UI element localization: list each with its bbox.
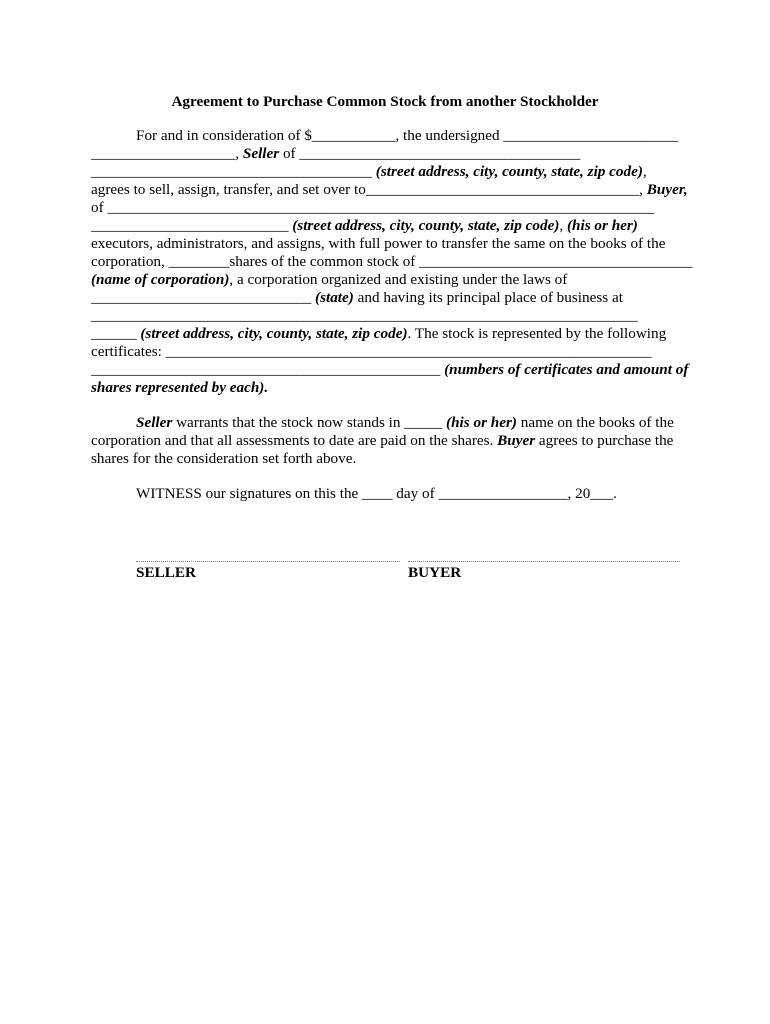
paragraph-line-5: of ________________________________________________________________________ <box>91 199 655 216</box>
witness-line: WITNESS our signatures on this the ____ day of _________________, 20___. <box>136 485 617 502</box>
paragraph-line-6: __________________________ (street address, city, county, state, zip code), (his or her) <box>91 217 638 234</box>
document-title: Agreement to Purchase Common Stock from another Stockholder <box>171 93 599 110</box>
paragraph-line-2: ___________________, Seller of _____________________________________ <box>91 145 581 162</box>
buyer-signature-line[interactable] <box>408 561 680 562</box>
paragraph-line-7: executors, administrators, and assigns, with full power to transfer the same on the books of the <box>91 235 666 252</box>
paragraph-line-14: ______________________________________________ (numbers of certificates and amount of <box>91 361 689 378</box>
warranty-line-2: corporation and that all assessments to date are paid on the shares. Buyer agrees to purchase the <box>91 432 674 449</box>
paragraph-line-11: ________________________________________________________________________ <box>91 307 638 324</box>
seller-label: SELLER <box>136 564 196 581</box>
seller-signature-line[interactable] <box>136 561 400 562</box>
paragraph-line-10: _____________________________ (state) and having its principal place of business at <box>91 289 623 306</box>
paragraph-line-4: agrees to sell, assign, transfer, and set over to____________________________________, Buyer, <box>91 181 688 198</box>
paragraph-line-13: certificates: ________________________________________________________________ <box>91 343 652 360</box>
paragraph-line-3: _____________________________________ (street address, city, county, state, zip code), <box>91 163 647 180</box>
warranty-line-3: shares for the consideration set forth above. <box>91 450 357 467</box>
buyer-label: BUYER <box>408 564 462 581</box>
paragraph-line-15: shares represented by each). <box>91 379 269 396</box>
paragraph-line-12: ______ (street address, city, county, state, zip code). The stock is represented by the following <box>91 325 667 342</box>
paragraph-line-9: (name of corporation), a corporation organized and existing under the laws of <box>91 271 568 288</box>
paragraph-line-1: For and in consideration of $___________, the undersigned _______________________ <box>136 127 679 144</box>
paragraph-line-8: corporation, ________shares of the common stock of ____________________________________ <box>91 253 693 270</box>
warranty-line-1: Seller warrants that the stock now stands in _____ (his or her) name on the books of the <box>136 414 674 431</box>
